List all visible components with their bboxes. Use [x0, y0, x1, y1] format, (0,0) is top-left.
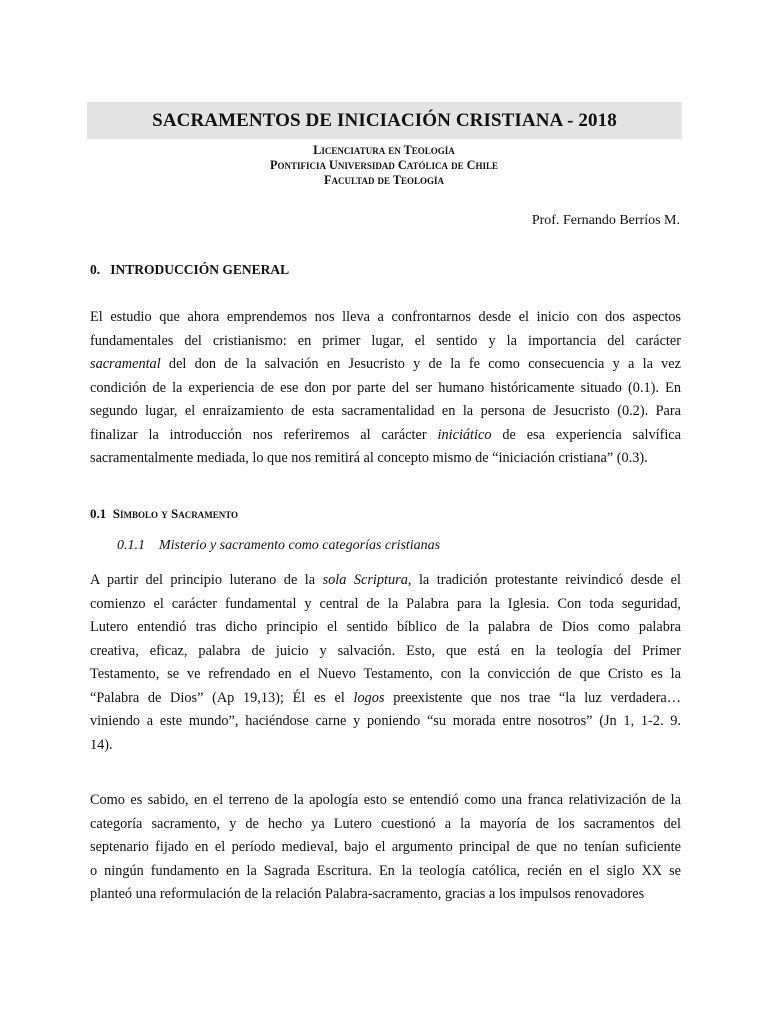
- text-line: [90, 330, 681, 354]
- text-run: El estudio que ahora emprendemos nos lleva a confrontarnos desde el inicio con dos aspectos: [90, 309, 681, 325]
- title-banner: [87, 102, 682, 139]
- text-line: [90, 353, 681, 377]
- text-line: [90, 687, 681, 711]
- text-run: preexistente que nos trae “la luz verdadera…: [384, 689, 682, 706]
- text-run: Lutero entendió tras dicho principio el sentido bíblico de la palabra de Dios como palabra: [90, 619, 681, 635]
- italic-term: sola Scriptura: [322, 572, 408, 588]
- body-paragraph-1: [90, 569, 681, 757]
- text-line: [90, 836, 681, 860]
- text-run: del don de la salvación en Jesucristo y de la fe como consecuencia y a la vez: [160, 356, 681, 372]
- text-run: planteó una reformulación de la relación Palabra-sacramento, gracias a los impulsos renovadores: [90, 886, 645, 902]
- intro-paragraph: [90, 306, 681, 471]
- italic-term: logos: [353, 689, 385, 706]
- text-run: “Palabra de Dios” (Ap 19,13); Él es el: [90, 689, 354, 706]
- text-line: [90, 424, 681, 448]
- text-run: creativa, eficaz, palabra de juicio y salvación. Esto, que está en la teología del Primer: [90, 642, 681, 659]
- section-number: 0.1: [90, 506, 107, 521]
- text-line: [90, 663, 681, 687]
- text-run: finalizar la introducción nos referiremos al carácter: [90, 426, 438, 443]
- text-line: [90, 789, 681, 813]
- text-run: , la tradición protestante reivindicó desde el: [407, 572, 681, 588]
- italic-term: iniciático: [437, 426, 492, 443]
- paragraph-text: [90, 569, 681, 757]
- text-run: categoría sacramento, y de hecho ya Lutero cuestionó a la mayoría de los sacramentos del: [90, 815, 681, 832]
- text-line: [90, 593, 681, 617]
- text-run: o ningún fundamento en la Sagrada Escritura. En la teología católica, recién en el siglo XX se: [90, 862, 681, 879]
- professor-name: Prof. Fernando Berríos M.: [531, 213, 680, 228]
- text-run: condición de la experiencia de ese don por parte del ser humano históricamente situado (0.1). En: [90, 379, 681, 396]
- text-run: sacramentalmente mediada, lo que nos remitirá al concepto mismo de “iniciación cristiana” (0.3).: [90, 450, 648, 466]
- document-title: SACRAMENTOS DE INICIACIÓN CRISTIANA - 2018: [152, 109, 617, 131]
- text-run: Testamento, se ve refrendado en el Nuevo Testamento, con la convicción de que Cristo es la: [90, 666, 681, 682]
- paragraph-text: [90, 306, 681, 471]
- text-run: de esa experiencia salvífica: [491, 426, 681, 443]
- paragraph-text: [90, 789, 681, 907]
- text-run: comienzo el carácter fundamental y central de la Palabra para la Iglesia. Con toda seguridad,: [90, 595, 681, 612]
- text-line: [90, 860, 681, 884]
- text-line: [90, 710, 681, 734]
- university-name: Pontificia Universidad Católica de Chile: [270, 158, 498, 172]
- text-run: segundo lugar, el enraizamiento de esta sacramentalidad en la persona de Jesucristo (0.2). Para: [90, 403, 681, 419]
- text-run: septenario fijado en el período medieval, bajo el argumento principal de que no tenían suficiente: [90, 839, 681, 855]
- text-line: [90, 306, 681, 330]
- italic-term: sacramental: [90, 356, 161, 372]
- text-run: A partir del principio luterano de la: [90, 572, 323, 588]
- text-line: [90, 883, 681, 907]
- text-line: [90, 616, 681, 640]
- text-line: [90, 447, 681, 471]
- text-line: [90, 813, 681, 837]
- text-run: 14).: [90, 736, 113, 753]
- text-line: [90, 400, 681, 424]
- text-line: [90, 569, 681, 593]
- body-paragraph-2: [90, 789, 681, 907]
- section-heading-intro: 0. INTRODUCCIÓN GENERAL: [90, 262, 290, 277]
- faculty-name: Facultad de Teología: [324, 173, 444, 187]
- subsection-heading: 0.1.1 Misterio y sacramento como categorías cristianas: [117, 538, 441, 553]
- text-run: Como es sabido, en el terreno de la apología esto se entendió como una franca relativización de la: [90, 792, 681, 808]
- text-line: [90, 640, 681, 664]
- section-title: Símbolo y Sacramento: [112, 506, 239, 521]
- section-heading-symbol-sacrament: [90, 506, 238, 522]
- text-line: [90, 734, 681, 758]
- text-run: viniendo a este mundo”, haciéndose carne y poniendo “su morada entre nosotros” (Jn 1, 1-2. 9.: [90, 713, 681, 729]
- program-name: Licenciatura en Teología: [313, 143, 455, 157]
- text-line: [90, 377, 681, 401]
- text-run: fundamentales del cristianismo: en primer lugar, el sentido y la importancia del carácter: [90, 332, 681, 349]
